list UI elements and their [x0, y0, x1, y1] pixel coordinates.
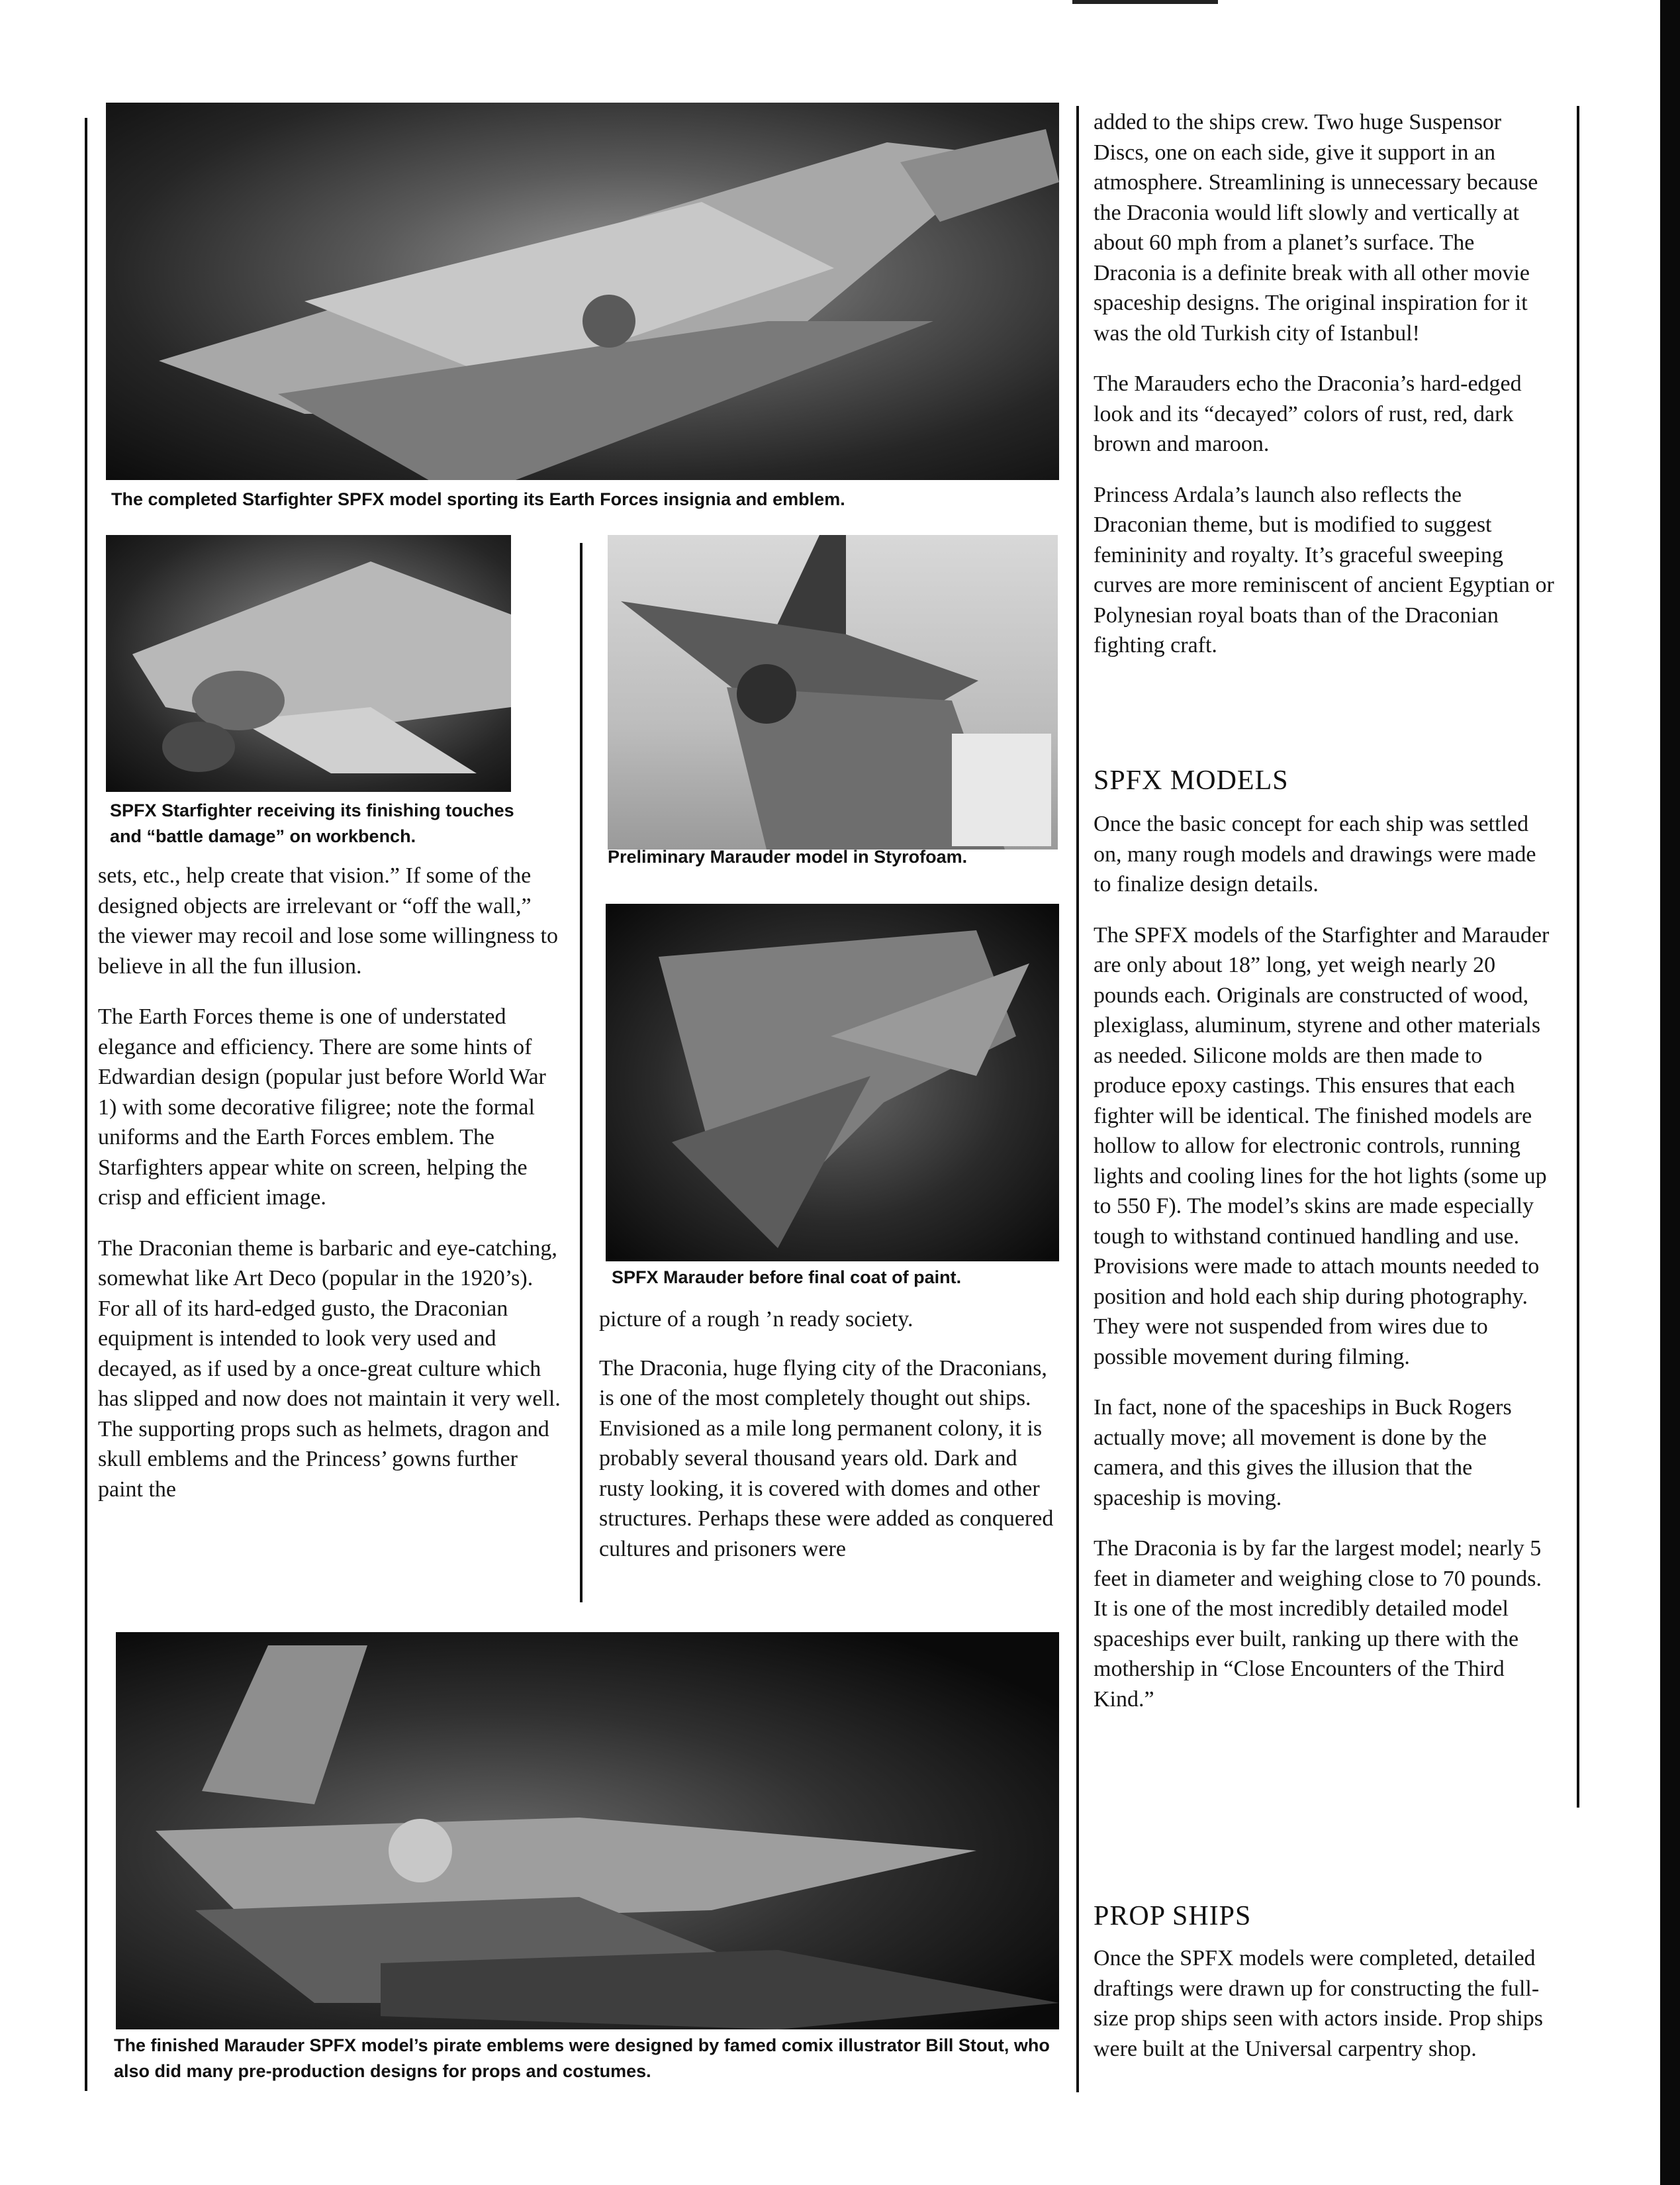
far-right-rule: [1577, 106, 1579, 1808]
left-margin-rule: [85, 118, 87, 2091]
prop-ships-heading: PROP SHIPS: [1094, 1901, 1252, 1931]
paragraph: sets, etc., help create that vision.” If some of the designed objects are irrelevant or “off the wall,” the viewer may recoil and lose some willingness to believe in all the fun illusion.: [98, 863, 558, 979]
marauder-before-paint-photo: [606, 904, 1059, 1261]
paragraph: The SPFX models of the Starfighter and Marauder are only about 18” long, yet weigh nearly 20 pounds each. Originals are constructed of wood, plexiglass, aluminum, styrene and other materials as needed. Silicone molds are then made to produce epoxy castings. This ensures that each fighter will be identical. The finished models are hollow to allow for electronic controls, running lights and cooling lines for the hot lights (some up to 550 F). The model’s skins are made especially tough to withstand continued handling and use. Provisions were made to attach mounts needed to position and hold each ship during photography. They were not suspended from wires due to possible movement during filming.: [1094, 922, 1550, 1369]
middle-column-rule: [580, 543, 583, 1602]
paragraph: The Draconia, huge flying city of the Draconians, is one of the most completely thought out ships. Envisioned as a mile long permanent colony, it is probably several thousand years old. Dark and rusty looking, it is covered with domes and other structures. Perhaps these were added as conquered cultures and prisoners were: [599, 1355, 1054, 1561]
caption-marauder-before-paint: SPFX Marauder before final coat of paint.: [612, 1267, 962, 1287]
paragraph: added to the ships crew. Two huge Suspensor Discs, one on each side, give it support in an atmosphere. Streamlining is unnecessary because the Draconia would lift slowly and vertically at about 60 mph from a planet’s surface. The Draconia is a definite break with all other movie spaceship designs. The original inspiration for it was the old Turkish city of Istanbul!: [1094, 110, 1538, 346]
marauder-styrofoam-photo: [608, 535, 1058, 850]
spfx-models-text: [1094, 809, 1557, 1735]
paragraph: The Marauders echo the Draconia’s hard-edged look and its “decayed” colors of rust, red, dark brown and maroon.: [1094, 371, 1522, 456]
paragraph: The Draconia is by far the largest model; nearly 5 feet in diameter and weighing close to 70 pounds. It is one of the most incredibly detailed model spaceships ever built, ranking up there with the mothership in “Close Encounters of the Third Kind.”: [1094, 1536, 1542, 1712]
starfighter-workbench-photo: [106, 535, 511, 792]
paragraph: Once the basic concept for each ship was settled on, many rough models and drawings were made to finalize design details.: [1094, 812, 1536, 897]
paragraph: picture of a rough ’n ready society.: [599, 1307, 913, 1332]
paragraph: The Draconian theme is barbaric and eye-catching, somewhat like Art Deco (popular in the 1920’s). For all of its hard-edged gusto, the Draconian equipment is intended to look very used and decayed, as if used by a once-great culture which has slipped and now does not maintain it very well. The supporting props such as helmets, dragon and skull emblems and the Princess’ gowns further paint the: [98, 1236, 561, 1502]
left-column-text: [98, 861, 561, 1525]
right-column-rule: [1076, 106, 1079, 2092]
starfighter-completed-photo: [106, 103, 1059, 480]
caption-starfighter-completed: The completed Starfighter SPFX model sporting its Earth Forces insignia and emblem.: [111, 489, 845, 509]
paragraph: Once the SPFX models were completed, detailed draftings were drawn up for constructing the full-size prop ships seen with actors inside. Prop ships were built at the Universal carpentry shop.: [1094, 1946, 1543, 2061]
prop-ships-text: [1094, 1943, 1557, 2084]
caption-marauder-finished: The finished Marauder SPFX model’s pirate emblems were designed by famed comix illustrator Bill Stout, who also did many pre-production designs for props and costumes.: [114, 2035, 1050, 2081]
caption-marauder-styrofoam: Preliminary Marauder model in Styrofoam.: [608, 847, 968, 867]
top-edge-mark: [1072, 0, 1218, 4]
right-column-text: [1094, 107, 1557, 681]
marauder-finished-photo: [116, 1632, 1059, 2029]
paragraph: The Earth Forces theme is one of understated elegance and efficiency. There are some hints of Edwardian design (popular just before World War 1) with some decorative filigree; note the formal uniforms and the Earth Forces emblem. The Starfighters appear white on screen, helping the crisp and efficient image.: [98, 1004, 546, 1210]
caption-starfighter-workbench: SPFX Starfighter receiving its finishing touches and “battle damage” on workbench.: [110, 801, 514, 846]
spfx-models-heading: SPFX MODELS: [1094, 765, 1289, 796]
middle-column-text: [599, 1304, 1066, 1584]
page-edge-shadow: [1660, 0, 1680, 2185]
paragraph: In fact, none of the spaceships in Buck Rogers actually move; all movement is done by the camera, and this gives the illusion that the spaceship is moving.: [1094, 1395, 1512, 1510]
paragraph: Princess Ardala’s launch also reflects the Draconian theme, but is modified to suggest femininity and royalty. It’s graceful sweeping curves are more reminiscent of ancient Egyptian or Polynesian royal boats than of the Draconian fighting craft.: [1094, 482, 1554, 657]
